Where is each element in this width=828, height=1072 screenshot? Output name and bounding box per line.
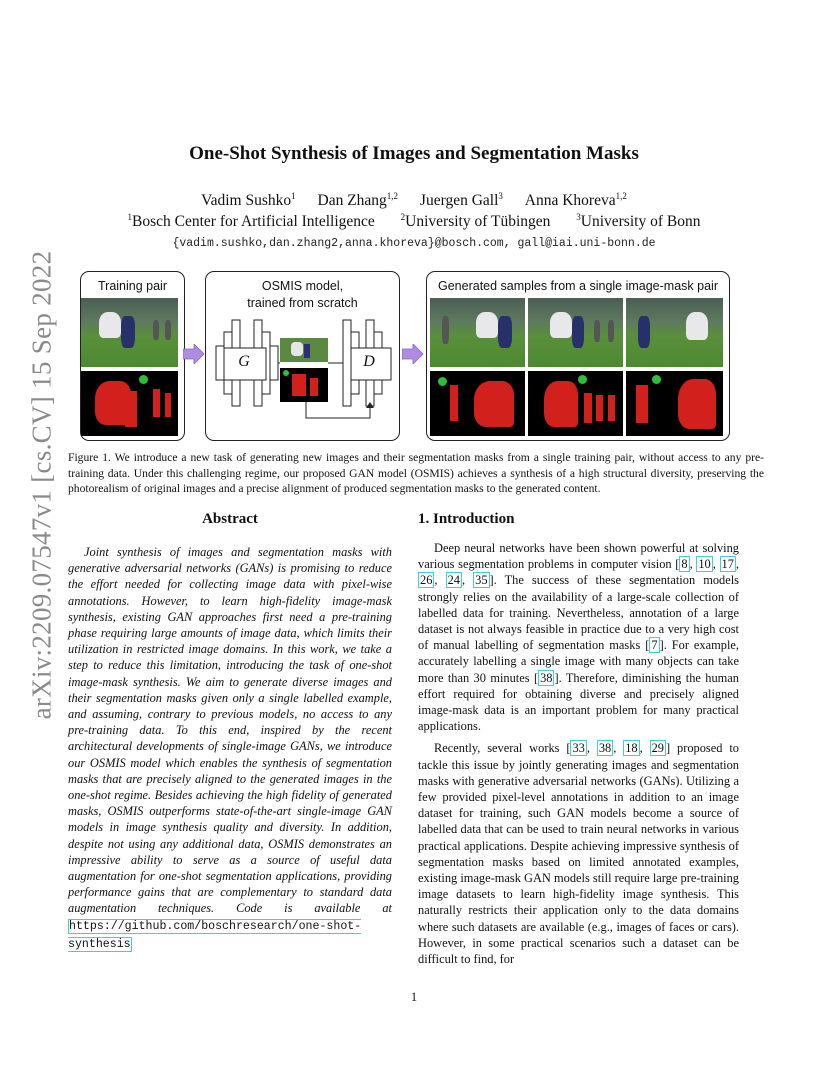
affiliation-list bbox=[0, 213, 828, 231]
discriminator-label: D bbox=[363, 353, 375, 370]
author: Dan Zhang$^{1,2}$ bbox=[317, 190, 399, 209]
introduction-heading: 1. Introduction bbox=[418, 511, 515, 527]
author: Anna Khoreva$^{1,2}$ bbox=[524, 190, 627, 209]
osmis-model-sublabel: trained from scratch bbox=[247, 296, 358, 310]
citation-link[interactable]: 33 bbox=[572, 741, 585, 756]
page-number: 1 bbox=[410, 990, 418, 1004]
author: Vadim Sushko$^1$ bbox=[201, 190, 296, 209]
intro-paragraph-1: Deep neural networks have been shown powerful at solving various segmentation problems in computer vision [ 8 , 10 , 17 , 26 , 24 , 35 ]. The success of these segmentation models strongly relies on the availability of a large-scale collection of labelled data for training. Nevertheless, annotation of a large dataset is not always feasible in practice due to a very high cost of manual labelling of segmentation masks [ 7 ]. For example, accurately labelling a single image with many objects can take more than 30 minutes [ 38 ]. Therefore, diminishing the human effort required for obtaining diverse and precisely aligned image-mask data is an important problem for many practical applications. bbox=[418, 541, 739, 734]
figure-caption: Figure 1. We introduce a new task of generating new images and their segmentation masks from a single training pair, without access to any pre-training data. Under this challenging regime, our proposed GAN model (OSMIS) achieves a synthesis of a high structural diversity, preserving the photorealism of original images and a precise alignment of produced segmentation masks to the generated content. bbox=[68, 451, 764, 495]
arxiv-stamp bbox=[22, 250, 62, 720]
arrow-right-icon bbox=[402, 344, 424, 364]
citation-link[interactable]: 24 bbox=[447, 573, 460, 588]
arrow-right-icon bbox=[183, 344, 205, 364]
osmis-model-panel bbox=[205, 271, 400, 441]
generated-mask-1 bbox=[430, 371, 525, 436]
affiliation: $^1$Bosch Center for Artificial Intelligence bbox=[127, 211, 375, 230]
citation-link[interactable]: 7 bbox=[651, 638, 658, 653]
generated-image-3 bbox=[626, 298, 723, 367]
generator-label: G bbox=[238, 353, 250, 370]
generated-mask-3 bbox=[626, 371, 723, 436]
intro-paragraph-2: Recently, several works [ 33 , 38 , 18 , 29 ] proposed to tackle this issue by jointly generating images and segmentation masks with generative adversarial networks (GANs). Utilizing a few provided pixel-level annotations in addition to an image dataset for training, such GAN models become a source of labelled data that can be used to train neural networks in various practical applications. Despite achieving impressive synthesis of segmentation masks based on limited annotated examples, existing image-mask GAN models still require large pre-training image datasets to learn high-fidelity image synthesis. This naturally restricts their application only to the data domains where such datasets are available (e.g., images of faces or cars). However, in some practical scenarios such a dataset can be difficult to find, for bbox=[418, 741, 739, 967]
author: Juergen Gall$^3$ bbox=[419, 190, 503, 209]
arxiv-stamp-text: arXiv:2209.07547v1 [cs.CV] 15 Sep 2022 bbox=[26, 250, 57, 720]
generated-image-1 bbox=[430, 298, 525, 367]
citation-link[interactable]: 29 bbox=[651, 741, 664, 756]
training-pair-label: Training pair bbox=[97, 279, 167, 293]
generated-samples-label: Generated samples from a single image-mask pair bbox=[438, 279, 718, 293]
abstract-body bbox=[68, 544, 392, 953]
abstract-heading: Abstract bbox=[202, 511, 258, 527]
author-list bbox=[0, 192, 828, 210]
citation-link[interactable]: 35 bbox=[475, 573, 488, 588]
citation-link[interactable]: 38 bbox=[540, 670, 553, 685]
paper-title: One-Shot Synthesis of Images and Segmentation Masks bbox=[189, 143, 639, 164]
training-mask bbox=[81, 371, 178, 436]
affiliation: $^2$University of Tübingen bbox=[400, 211, 551, 230]
citation-link[interactable]: 18 bbox=[625, 741, 638, 756]
abstract-text: Joint synthesis of images and segmentation masks with generative adversarial networks (GANs) is promising to reduce the effort needed for collecting image data with pixel-wise annotations. However, to learn high-fidelity image-mask synthesis, existing GAN approaches first need a pre-training phase requiring large amounts of image data, which limits their utilization in restricted image domains. In this work, we take a step to reduce this limitation, introducing the task of one-shot image-mask synthesis. We aim to generate diverse images and their segmentation masks given only a single labelled example, and assuming, contrary to previous models, no access to any pre-training data. To this end, inspired by the recent architectural developments of single-image GANs, we introduce our OSMIS model which enables the synthesis of segmentation masks that are precisely aligned to the generated images in the one-shot regime. Besides achieving the high fidelity of generated masks, OSMIS outperforms state-of-the-art single-image GAN models in image synthesis quality and diversity. In addition, despite not using any additional data, OSMIS demonstrates an impressive ability to serve as a source of useful data augmentation for one-shot segmentation applications, providing performance gains that are complementary to standard data augmentation techniques. Code is available at bbox=[68, 545, 392, 916]
training-image bbox=[81, 298, 178, 367]
citation-link[interactable]: 26 bbox=[420, 573, 433, 588]
generated-mask-2 bbox=[528, 371, 623, 436]
citation-link[interactable]: 38 bbox=[598, 741, 612, 756]
citation-link[interactable]: 10 bbox=[698, 557, 711, 572]
osmis-model-label: OSMIS model, bbox=[261, 279, 344, 293]
introduction-body bbox=[418, 540, 739, 973]
affiliation: $^3$University of Bonn bbox=[576, 211, 701, 230]
author-emails: {vadim.sushko,dan.zhang2,anna.khoreva}@bosch.com, gall@iai.uni-bonn.de bbox=[172, 237, 656, 250]
generated-image-2 bbox=[528, 298, 623, 367]
generated-samples-panel bbox=[426, 271, 730, 441]
code-link[interactable]: https://github.com/boschresearch/one-shot-synthesis bbox=[68, 919, 362, 951]
citation-link[interactable]: 8 bbox=[681, 557, 688, 572]
training-pair-panel bbox=[80, 271, 185, 441]
citation-link[interactable]: 17 bbox=[721, 557, 734, 572]
